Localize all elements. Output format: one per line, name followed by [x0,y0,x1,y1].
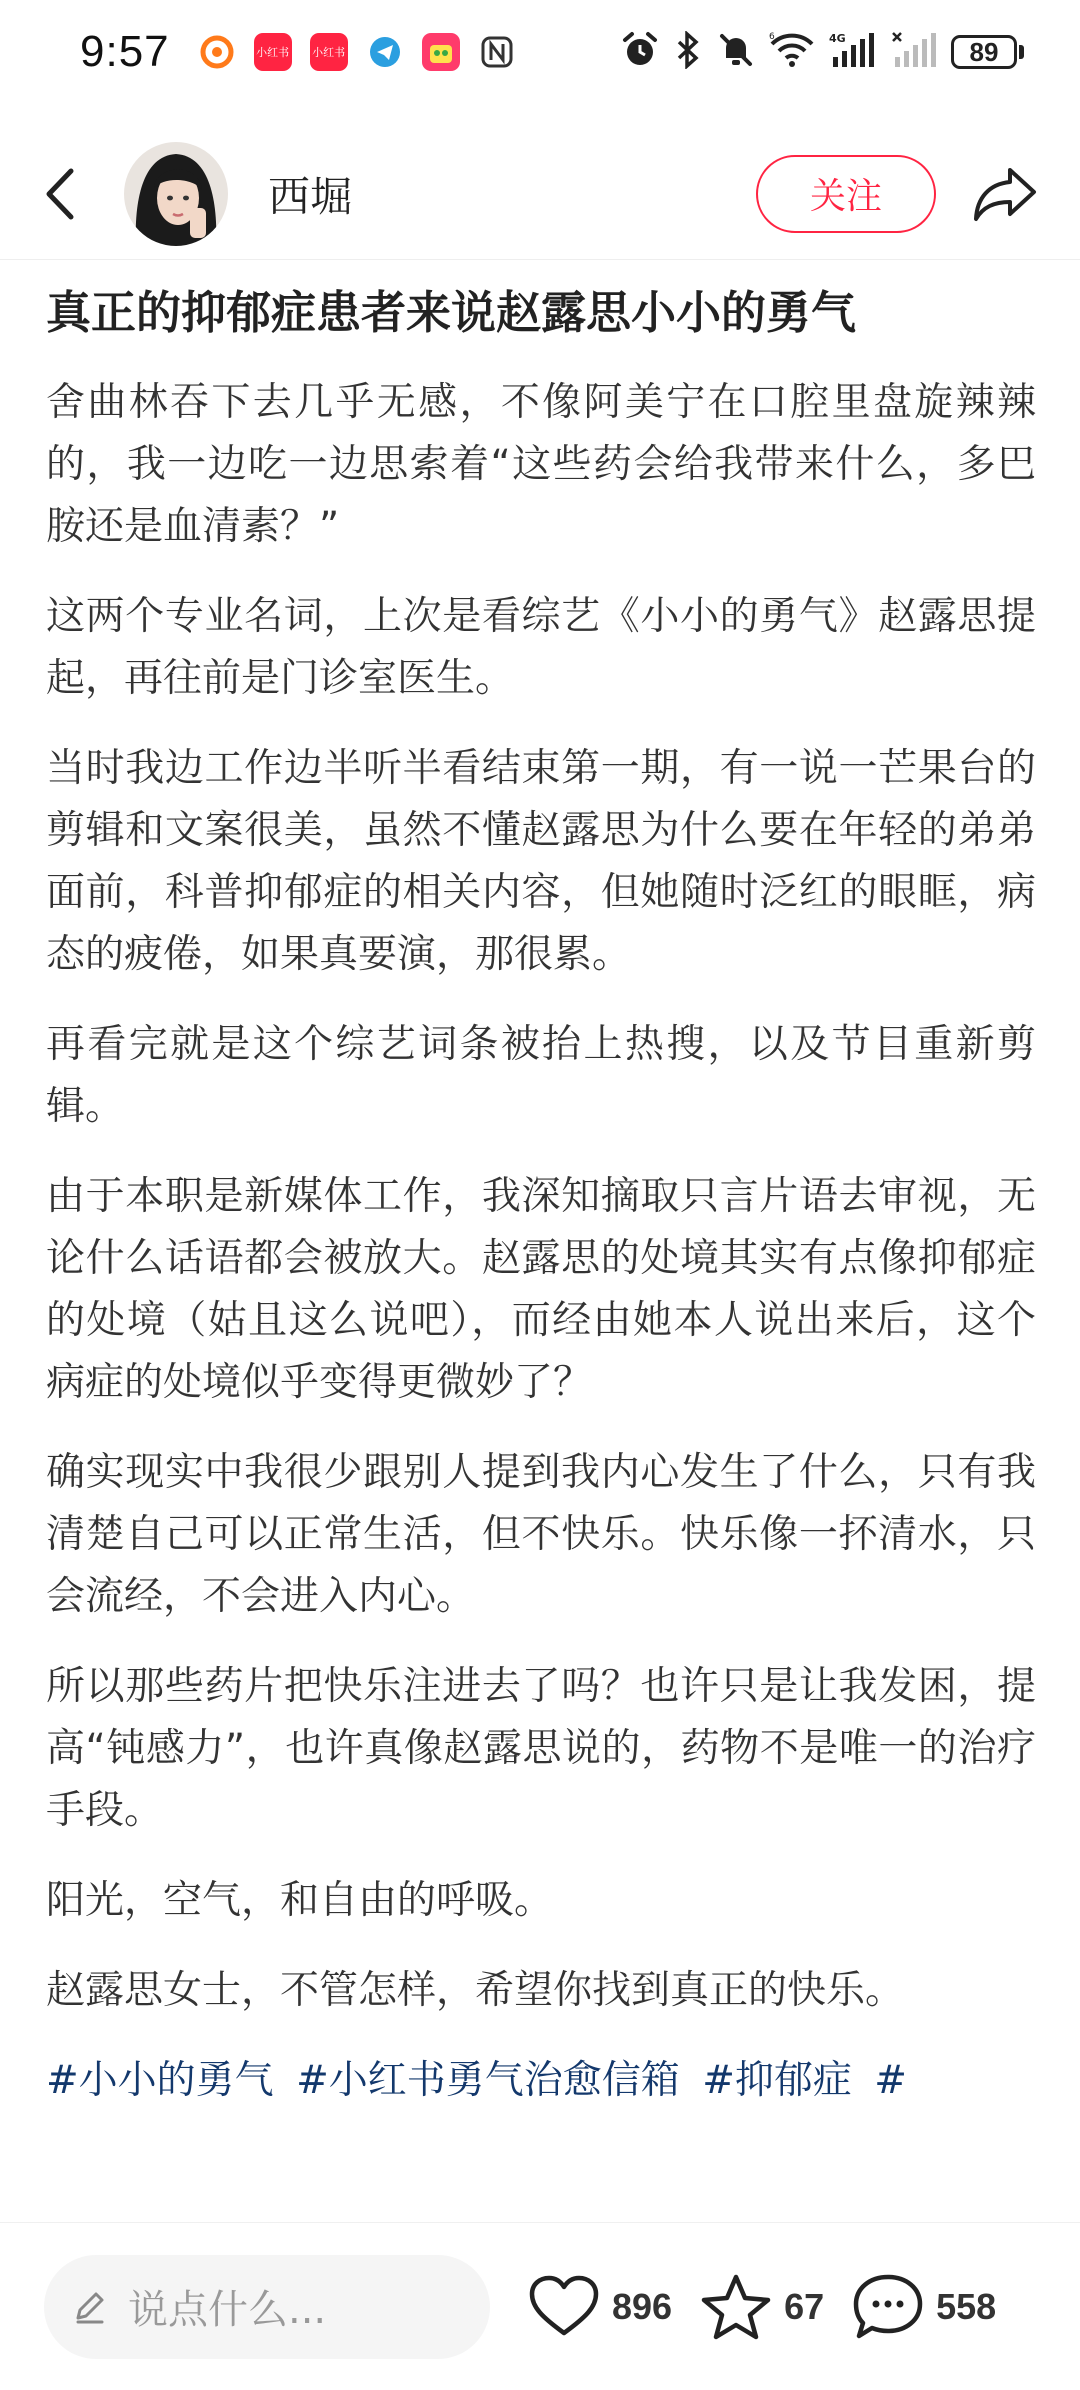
svg-text:4G: 4G [829,32,846,45]
paragraph: 再看完就是这个综艺词条被抬上热搜，以及节目重新剪辑。 [46,1022,1036,1129]
paragraph: 由于本职是新媒体工作，我深知摘取只言片语去审视，无论什么话语都会被放大。赵露思的处境其实有点像抑郁症的处境（姑且这么说吧），而经由她本人说出来后，这个病症的处境似乎变得更微妙了？ [46,1174,1036,1405]
status-indicators [621,31,1024,73]
taobao-notification-icon [198,33,236,71]
back-arrow-icon [43,166,77,222]
paragraph: 阳光，空气，和自由的呼吸。 [46,1878,554,1923]
paragraph: 这两个专业名词，上次是看综艺《小小的勇气》赵露思提起，再往前是门诊室医生。 [46,594,1036,701]
svg-text:6: 6 [769,32,775,42]
paragraph: 当时我边工作边半听半看结束第一期，有一说一芒果台的剪辑和文案很美，虽然不懂赵露思为什么要在年轻的弟弟面前，科普抑郁症的相关内容，但她随时泛红的眼眶，病态的疲倦，如果真要演，那很累。 [46,746,1036,977]
engagement-bar [0,2222,1080,2390]
paragraph: 赵露思女士，不管怎样，希望你找到真正的快乐。 [46,1968,905,2013]
bluetooth-icon [673,31,703,73]
comment-bubble-icon [852,2273,924,2341]
nfc-icon [478,33,516,71]
topic-tags [46,2050,1036,2112]
author-name[interactable]: 西堀 [268,171,353,221]
pencil-icon [70,2288,108,2326]
alarm-icon [621,31,659,73]
like-count: 896 [612,2285,673,2327]
status-bar [0,0,1080,104]
back-button[interactable] [36,164,84,224]
topic-tag[interactable]: #抑郁症 [702,2058,852,2103]
battery-level: 89 [951,35,1017,69]
paragraph: 确实现实中我很少跟别人提到我内心发生了什么，只有我清楚自己可以正常生活，但不快乐。快乐像一抔清水，只会流经，不会进入内心。 [46,1450,1036,1619]
xiaohongshu-notification-icon: 小红书 [254,33,292,71]
cellular-signal-icon [829,31,877,73]
comment-count: 558 [936,2285,997,2327]
paragraph: 舍曲林吞下去几乎无感，不像阿美宁在口腔里盘旋辣辣的，我一边吃一边思索着“这些药会给我带来什么，多巴胺还是血清素？” [46,380,1036,549]
star-icon [700,2273,772,2341]
note-header [0,128,1080,260]
collect-count: 67 [784,2285,825,2327]
wifi-icon [769,31,815,73]
mute-icon [717,31,755,73]
topic-tag[interactable]: #小小的勇气 [46,2058,274,2103]
shopping-app-notification-icon [422,33,460,71]
topic-tag[interactable]: #小红书勇气治愈信箱 [296,2058,680,2103]
status-time: 9:57 [80,27,170,76]
comment-input[interactable] [44,2255,490,2359]
note-title: 真正的抑郁症患者来说赵露思小小的勇气 [46,286,857,339]
cellular-signal-2-icon [891,31,937,73]
follow-button[interactable]: 关注 [756,155,936,233]
heart-icon [528,2275,600,2339]
status-notifications [198,33,516,71]
xiaohongshu-notification-icon: 小红书 [310,33,348,71]
battery-indicator [951,35,1024,69]
topic-tag[interactable]: # [874,2058,907,2103]
share-button[interactable] [970,159,1040,229]
note-content [46,276,1036,2216]
telegram-notification-icon [366,33,404,71]
comment-button[interactable] [852,2273,996,2341]
collect-button[interactable] [700,2273,824,2341]
share-icon [972,165,1038,223]
author-avatar[interactable] [124,142,228,246]
like-button[interactable] [528,2275,672,2339]
paragraph: 所以那些药片把快乐注进去了吗？也许只是让我发困，提高“钝感力”，也许真像赵露思说的，药物不是唯一的治疗手段。 [46,1664,1036,1833]
battery-tip [1019,45,1024,59]
comment-placeholder: 说点什么... [128,2287,327,2333]
